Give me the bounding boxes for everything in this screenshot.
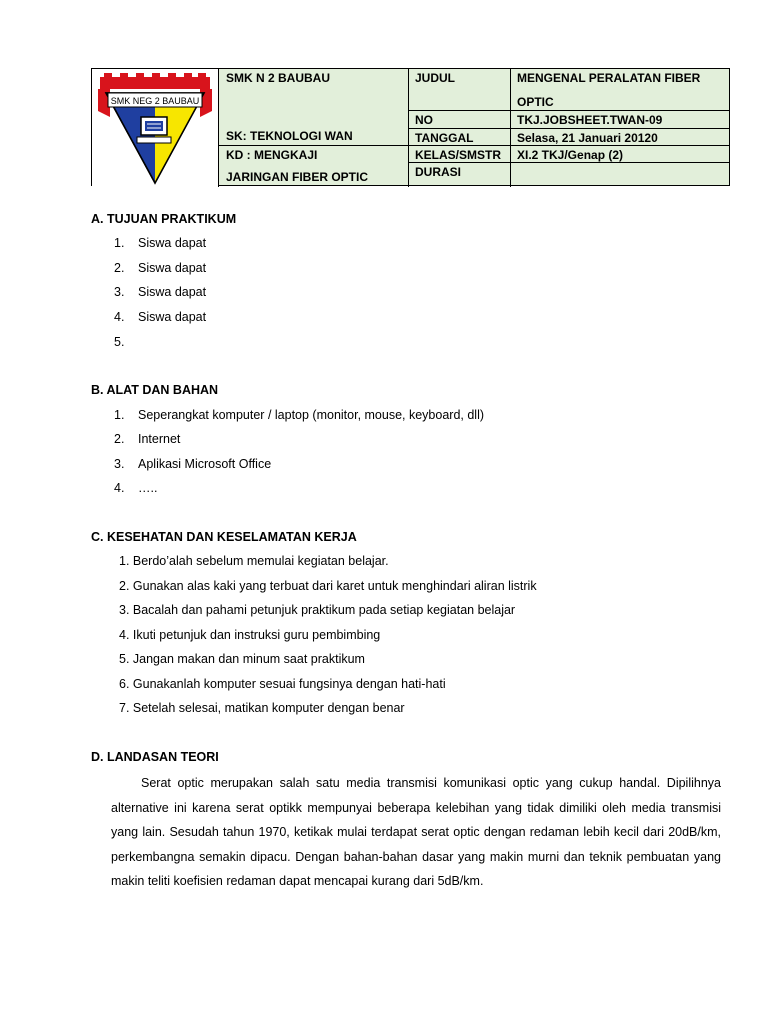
kelas-value: XI.2 TKJ/Genap (2) [517,148,624,162]
item-number: 2. [114,432,125,446]
durasi-value [511,163,729,167]
item-number: 1. [114,236,125,250]
item-text: Aplikasi Microsoft Office [138,457,272,471]
header-table [91,68,730,186]
item-number: 3. [114,285,125,299]
judul-label: JUDUL [415,71,456,85]
section-a-title: A. TUJUAN PRAKTIKUM [91,212,237,226]
item-text: Seperangkat komputer / laptop (monitor, mouse, keyboard, dll) [138,408,485,422]
item-number: 1. [114,408,125,422]
list-item [114,261,206,275]
item-text: ….. [138,481,158,495]
list-item [114,335,138,349]
item-text: Internet [138,432,181,446]
item-number: 4. [114,310,125,324]
judul-value-line2: OPTIC [517,95,554,109]
school-name: SMK N 2 BAUBAU [226,71,331,85]
list-item [114,457,271,471]
list-item: 4. Ikuti petunjuk dan instruksi guru pembimbing [119,628,381,642]
theory-text: Serat optic merupakan salah satu media transmisi komunikasi optic yang cukup handal. Dipilihnya alternative ini karena serat optikk mempunyai beberapa kelebihan yang tidak dimiliki oleh media transmisi yang lain. Sesudah tahun 1970, ketikak mulai terdapat serat optic dengan redaman lebih kecil dari 20dB/km, perkembangna semakin dipacu. Dengan bahan-bahan dasar yang makin murni dan teknik pembuatan yang makin teliti koefisien redaman dapat mencapai kurang dari 5dB/km. [111,776,721,889]
item-number: 3. [114,457,125,471]
tanggal-label: TANGGAL [415,131,474,145]
list-item: 3. Bacalah dan pahami petunjuk praktikum pada setiap kegiatan belajar [119,603,516,617]
kd-line2: JARINGAN FIBER OPTIC [226,170,369,184]
logo-cell [92,69,219,187]
kd-line1: KD : MENGKAJI [226,148,318,162]
section-c-title: C. KESEHATAN DAN KESELAMATAN KERJA [91,530,357,544]
item-text: Siswa dapat [138,285,207,299]
item-number: 5. [114,335,125,349]
list-item [114,285,206,299]
sk-label: SK: TEKNOLOGI WAN [226,129,353,143]
list-item [114,310,206,324]
kelas-label: KELAS/SMSTR [415,148,502,162]
list-item [114,236,206,250]
list-item: 6. Gunakanlah komputer sesuai fungsinya dengan hati-hati [119,677,446,691]
list-item: 1. Berdo’alah sebelum memulai kegiatan belajar. [119,554,389,568]
list-item: 2. Gunakan alas kaki yang terbuat dari karet untuk menghindari aliran listrik [119,579,537,593]
list-item [114,432,180,446]
judul-value-line1: MENGENAL PERALATAN FIBER [517,71,701,85]
theory-paragraph [111,771,721,894]
list-item [114,481,157,495]
school-logo [96,71,214,185]
section-d-title: D. LANDASAN TEORI [91,750,219,764]
item-number: 2. [114,261,125,275]
section-b-title: B. ALAT DAN BAHAN [91,383,219,397]
no-value: TKJ.JOBSHEET.TWAN-09 [517,113,663,127]
list-item [114,408,484,422]
tanggal-value: Selasa, 21 Januari 20120 [517,131,658,145]
durasi-label: DURASI [415,165,462,179]
item-text: Siswa dapat [138,236,207,250]
list-item: 7. Setelah selesai, matikan komputer dengan benar [119,701,405,715]
no-label: NO [415,113,433,127]
logo-banner-text: SMK NEG 2 BAUBAU [110,96,200,106]
list-item: 5. Jangan makan dan minum saat praktikum [119,652,365,666]
item-number: 4. [114,481,125,495]
item-text: Siswa dapat [138,310,207,324]
item-text: Siswa dapat [138,261,207,275]
